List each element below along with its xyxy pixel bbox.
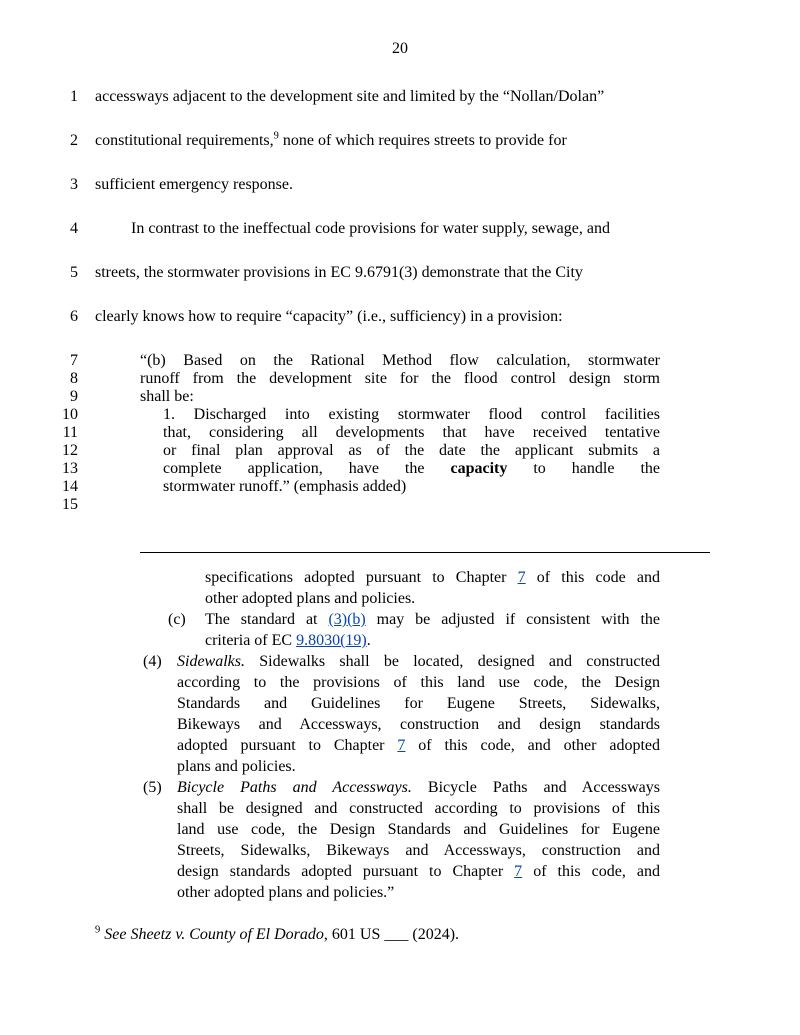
- text-segment: See Sheetz v. County of El Dorado: [104, 926, 324, 943]
- text-segment: runoff from the development site for the flood control design storm: [140, 370, 660, 387]
- line-number: 1: [70, 88, 78, 105]
- line-text: [95, 460, 710, 478]
- text-segment: (5): [143, 779, 162, 796]
- text-line: [0, 132, 800, 150]
- line-text: [95, 176, 710, 194]
- main-lines: [0, 88, 800, 514]
- text-segment: Standards and Guidelines for Eugene Streets, Sidewalks,: [177, 695, 660, 712]
- text-line: [0, 352, 800, 370]
- text-segment: of this code, and: [522, 863, 661, 880]
- text-segment: shall be designed and constructed according to provisions of this: [177, 800, 660, 817]
- line-text: [95, 496, 710, 514]
- hyperlink[interactable]: 9.8030(19): [296, 632, 367, 649]
- footnote-line: [140, 672, 660, 693]
- text-segment: streets, the stormwater provisions in EC 9.6791(3) demonstrate that the City: [95, 264, 583, 281]
- text-segment: land use code, the Design Standards and Guidelines for Eugene: [177, 821, 660, 838]
- footnote-line: [140, 819, 660, 840]
- line-number: 11: [62, 424, 78, 441]
- line-text: [95, 406, 710, 424]
- text-segment: other adopted plans and policies.”: [177, 884, 395, 901]
- text-line: [0, 460, 800, 478]
- text-segment: none of which requires streets to provide for: [278, 132, 567, 149]
- line-number: 7: [70, 352, 78, 369]
- text-segment: , 601 US ___ (2024).: [323, 926, 460, 943]
- text-segment: other adopted plans and policies.: [205, 590, 416, 607]
- line-text: [95, 442, 710, 460]
- text-segment: 1. Discharged into existing stormwater flood control facilities: [163, 406, 660, 423]
- line-text: [95, 478, 710, 496]
- footnote-line: [140, 630, 660, 651]
- line-text: [95, 370, 710, 388]
- footnote-ref: 9: [273, 130, 279, 142]
- line-text: [95, 308, 710, 326]
- footnote-separator: [140, 552, 710, 553]
- text-segment: The standard at: [205, 611, 329, 628]
- text-segment: Bicycle Paths and Accessways.: [177, 779, 412, 796]
- text-line: [0, 442, 800, 460]
- text-segment: of this code and: [525, 569, 661, 586]
- footnote-line: [140, 609, 660, 630]
- hyperlink[interactable]: 7: [517, 569, 526, 586]
- text-segment: .: [366, 632, 371, 649]
- text-segment: plans and policies.: [177, 758, 296, 775]
- text-segment: adopted pursuant to Chapter: [177, 737, 398, 754]
- footnote-9: [95, 924, 800, 945]
- text-segment: criteria of EC: [205, 632, 297, 649]
- text-segment: (4): [143, 653, 162, 670]
- text-segment: Bikeways and Accessways, construction and design standards: [177, 716, 660, 733]
- hyperlink[interactable]: 7: [397, 737, 406, 754]
- footnote-line: [140, 777, 660, 798]
- text-segment: stormwater runoff.” (emphasis added): [163, 478, 407, 495]
- text-line: [0, 424, 800, 442]
- footnote-line: [140, 588, 660, 609]
- text-segment: accessways adjacent to the development site and limited by the “Nollan/Dolan”: [95, 88, 605, 105]
- text-segment: sufficient emergency response.: [95, 176, 294, 193]
- footnote-line: [140, 693, 660, 714]
- text-segment: constitutional requirements,: [95, 132, 274, 149]
- line-number: 5: [70, 264, 78, 281]
- text-segment: capacity: [450, 460, 508, 477]
- line-text: [95, 352, 710, 370]
- text-segment: to handle the: [507, 460, 660, 477]
- line-number: 10: [62, 406, 78, 423]
- text-segment: specifications adopted pursuant to Chapter: [205, 569, 518, 586]
- footnote-line: [140, 567, 660, 588]
- footnote-line: [140, 756, 660, 777]
- footnote-ref: 9: [95, 924, 101, 936]
- line-number: 13: [62, 460, 78, 477]
- text-line: [0, 220, 800, 238]
- line-number: 14: [62, 478, 78, 495]
- text-line: [0, 370, 800, 388]
- text-segment: shall be:: [140, 388, 194, 405]
- line-number: 12: [62, 442, 78, 459]
- line-number: 4: [70, 220, 78, 237]
- text-line: [0, 308, 800, 326]
- text-segment: according to the provisions of this land use code, the Design: [177, 674, 660, 691]
- text-segment: Sidewalks shall be located, designed and constructed: [245, 653, 660, 670]
- footnote-line: [140, 861, 660, 882]
- text-line: [0, 496, 800, 514]
- text-segment: In contrast to the ineffectual code provisions for water supply, sewage, and: [131, 220, 610, 237]
- text-segment: Bicycle Paths and Accessways: [411, 779, 661, 796]
- text-line: [0, 388, 800, 406]
- text-segment: (c): [168, 611, 186, 628]
- line-number: 2: [70, 132, 78, 149]
- line-text: [95, 388, 710, 406]
- text-segment: “(b) Based on the Rational Method flow calculation, stormwater: [140, 352, 660, 369]
- footnote-line: [140, 882, 660, 903]
- line-text: [95, 424, 710, 442]
- text-segment: or final plan approval as of the date the applicant submits a: [163, 442, 660, 459]
- hyperlink[interactable]: 7: [514, 863, 523, 880]
- text-line: [0, 406, 800, 424]
- footnote-line: [140, 651, 660, 672]
- line-text: [95, 88, 710, 106]
- text-segment: of this code, and other adopted: [405, 737, 661, 754]
- line-text: [95, 132, 710, 150]
- text-segment: clearly knows how to require “capacity” (i.e., sufficiency) in a provision:: [95, 308, 563, 325]
- page-number: 20: [392, 40, 408, 57]
- line-number: 3: [70, 176, 78, 193]
- text-line: [0, 88, 800, 106]
- text-segment: Sidewalks.: [177, 653, 245, 670]
- page-content: [0, 88, 800, 945]
- text-segment: complete application, have the: [163, 460, 451, 477]
- text-line: [0, 176, 800, 194]
- line-number: 9: [70, 388, 78, 405]
- footnote-line: [140, 735, 660, 756]
- line-number: 8: [70, 370, 78, 387]
- footnote-line: [140, 714, 660, 735]
- text-line: [0, 478, 800, 496]
- line-text: [95, 264, 710, 282]
- hyperlink[interactable]: (3)(b): [328, 611, 366, 628]
- line-number: 15: [62, 496, 78, 513]
- text-segment: design standards adopted pursuant to Chapter: [177, 863, 515, 880]
- text-segment: may be adjusted if consistent with the: [365, 611, 661, 628]
- text-line: [0, 264, 800, 282]
- footnote-block: [140, 567, 660, 903]
- text-segment: that, considering all developments that have received tentative: [163, 424, 660, 441]
- line-number: 6: [70, 308, 78, 325]
- footnote-line: [140, 798, 660, 819]
- footnote-line: [140, 840, 660, 861]
- line-text: [95, 220, 710, 238]
- text-segment: Streets, Sidewalks, Bikeways and Accessways, construction and: [177, 842, 660, 859]
